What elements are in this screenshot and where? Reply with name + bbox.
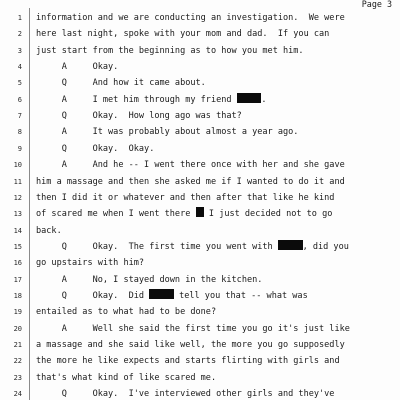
- transcript-line: [0, 223, 400, 239]
- transcript-line: [0, 337, 400, 353]
- line-text: [36, 304, 396, 320]
- line-number: 5: [17, 79, 22, 88]
- line-text: [36, 288, 396, 304]
- line-text-segment: A Well she said the first time you go it's just like: [36, 323, 350, 334]
- line-text-segment: him a massage and then she asked me if I wanted to do it and: [36, 176, 345, 187]
- redaction-block: [196, 207, 204, 217]
- line-text-segment: back.: [36, 225, 62, 236]
- line-text-segment: A No, I stayed down in the kitchen.: [36, 274, 263, 285]
- transcript-line: [0, 353, 400, 369]
- line-number: 13: [13, 210, 22, 219]
- line-number: 11: [13, 177, 22, 186]
- transcript-line: [0, 141, 400, 157]
- transcript-line: [0, 59, 400, 75]
- line-number: 1: [17, 14, 22, 22]
- line-number: 6: [17, 95, 22, 104]
- line-text-segment: just start from the beginning as to how you met him.: [36, 45, 304, 56]
- line-number: 23: [13, 373, 22, 382]
- line-text: [36, 59, 396, 75]
- line-text: [36, 353, 396, 369]
- line-text: [36, 108, 396, 124]
- transcript-line: [0, 304, 400, 320]
- line-text-segment: I just decided not to go: [203, 209, 333, 220]
- page-number: Page 3: [361, 0, 392, 9]
- line-number: 10: [13, 161, 22, 170]
- transcript-line: [0, 43, 400, 59]
- line-text-segment: a massage and she said like well, the more you go supposedly: [36, 340, 345, 350]
- line-text-segment: Q Okay. I've interviewed other girls and they've: [36, 389, 335, 400]
- transcript-line: [0, 157, 400, 173]
- line-number: 9: [17, 144, 22, 153]
- line-text-segment: here last night, spoke with your mom and dad. If you can: [36, 29, 330, 40]
- line-text-segment: Q And how it came about.: [36, 78, 206, 89]
- line-number: 17: [13, 275, 22, 284]
- line-text: [36, 223, 396, 239]
- line-text: [36, 92, 396, 108]
- transcript-line: [0, 288, 400, 304]
- line-text-segment: A Okay.: [36, 62, 119, 73]
- redaction-block: [237, 93, 262, 103]
- line-number: 16: [13, 259, 22, 268]
- line-text: [36, 206, 396, 222]
- transcript-line: [0, 239, 400, 255]
- line-text-segment: entailed as to what had to be done?: [36, 307, 217, 318]
- transcript-line: [0, 370, 400, 386]
- line-text: [36, 174, 396, 190]
- line-text: [36, 26, 396, 42]
- line-text: [36, 239, 396, 255]
- transcript-line: [0, 272, 400, 288]
- transcript-line: [0, 92, 400, 108]
- line-text: [36, 386, 396, 400]
- transcript-line: [0, 386, 400, 400]
- line-text-segment: then I did it or whatever and then after that like he kind: [36, 192, 335, 203]
- transcript-line: [0, 321, 400, 337]
- line-text-segment: , did you: [302, 241, 349, 252]
- line-number: 8: [17, 128, 22, 137]
- line-number: 15: [13, 242, 22, 251]
- line-text-segment: Q Okay. Okay.: [36, 143, 155, 154]
- line-number: 21: [13, 341, 22, 349]
- line-text: [36, 190, 396, 206]
- line-text-segment: that's what kind of like scared me.: [36, 372, 217, 383]
- line-number: 7: [17, 112, 22, 121]
- line-text: [36, 321, 396, 337]
- line-text-segment: Q Okay. The first time you went with: [36, 241, 278, 252]
- line-text-segment: go upstairs with him?: [36, 258, 145, 269]
- line-text: [36, 272, 396, 288]
- line-text-segment: A I met him through my friend: [36, 94, 237, 105]
- line-number: 3: [17, 46, 22, 55]
- transcript-line: [0, 190, 400, 206]
- transcript-line: [0, 174, 400, 190]
- line-text-segment: .: [261, 94, 267, 105]
- line-number: 14: [13, 226, 22, 235]
- transcript-line: [0, 255, 400, 271]
- line-text: [36, 157, 396, 173]
- line-text-segment: the more he like expects and starts flirting with girls and: [36, 356, 340, 367]
- line-text: [36, 75, 396, 91]
- line-number: 24: [13, 390, 22, 399]
- line-text: [36, 255, 396, 271]
- line-number: 4: [17, 63, 22, 72]
- line-text-segment: Q Okay. Did: [36, 290, 150, 301]
- line-number: 20: [13, 324, 22, 333]
- line-number: 2: [17, 30, 22, 39]
- line-number: 12: [13, 193, 22, 202]
- line-text: [36, 141, 396, 157]
- line-text: [36, 10, 396, 26]
- line-text-segment: A And he -- I went there once with her and she gave: [36, 160, 345, 171]
- transcript-line: [0, 206, 400, 222]
- transcript-line: [0, 75, 400, 91]
- line-text: [36, 124, 396, 140]
- line-text-segment: A It was probably about almost a year ago.: [36, 127, 299, 138]
- line-text-segment: Q Okay. How long ago was that?: [36, 111, 242, 122]
- transcript-line: [0, 108, 400, 124]
- line-text-segment: of scared me when I went there: [36, 209, 196, 220]
- line-number: 19: [13, 308, 22, 317]
- line-text: [36, 43, 396, 59]
- line-text: [36, 370, 396, 386]
- line-number: 18: [13, 291, 22, 300]
- redaction-block: [278, 240, 303, 250]
- redaction-block: [149, 289, 174, 299]
- transcript-line: [0, 10, 400, 26]
- transcript-line: [0, 124, 400, 140]
- line-number: 22: [13, 357, 22, 366]
- transcript-line: [0, 26, 400, 42]
- line-text-segment: tell you that -- what was: [173, 290, 308, 301]
- line-text-segment: information and we are conducting an investigation. We were: [36, 13, 345, 23]
- line-text: [36, 337, 396, 353]
